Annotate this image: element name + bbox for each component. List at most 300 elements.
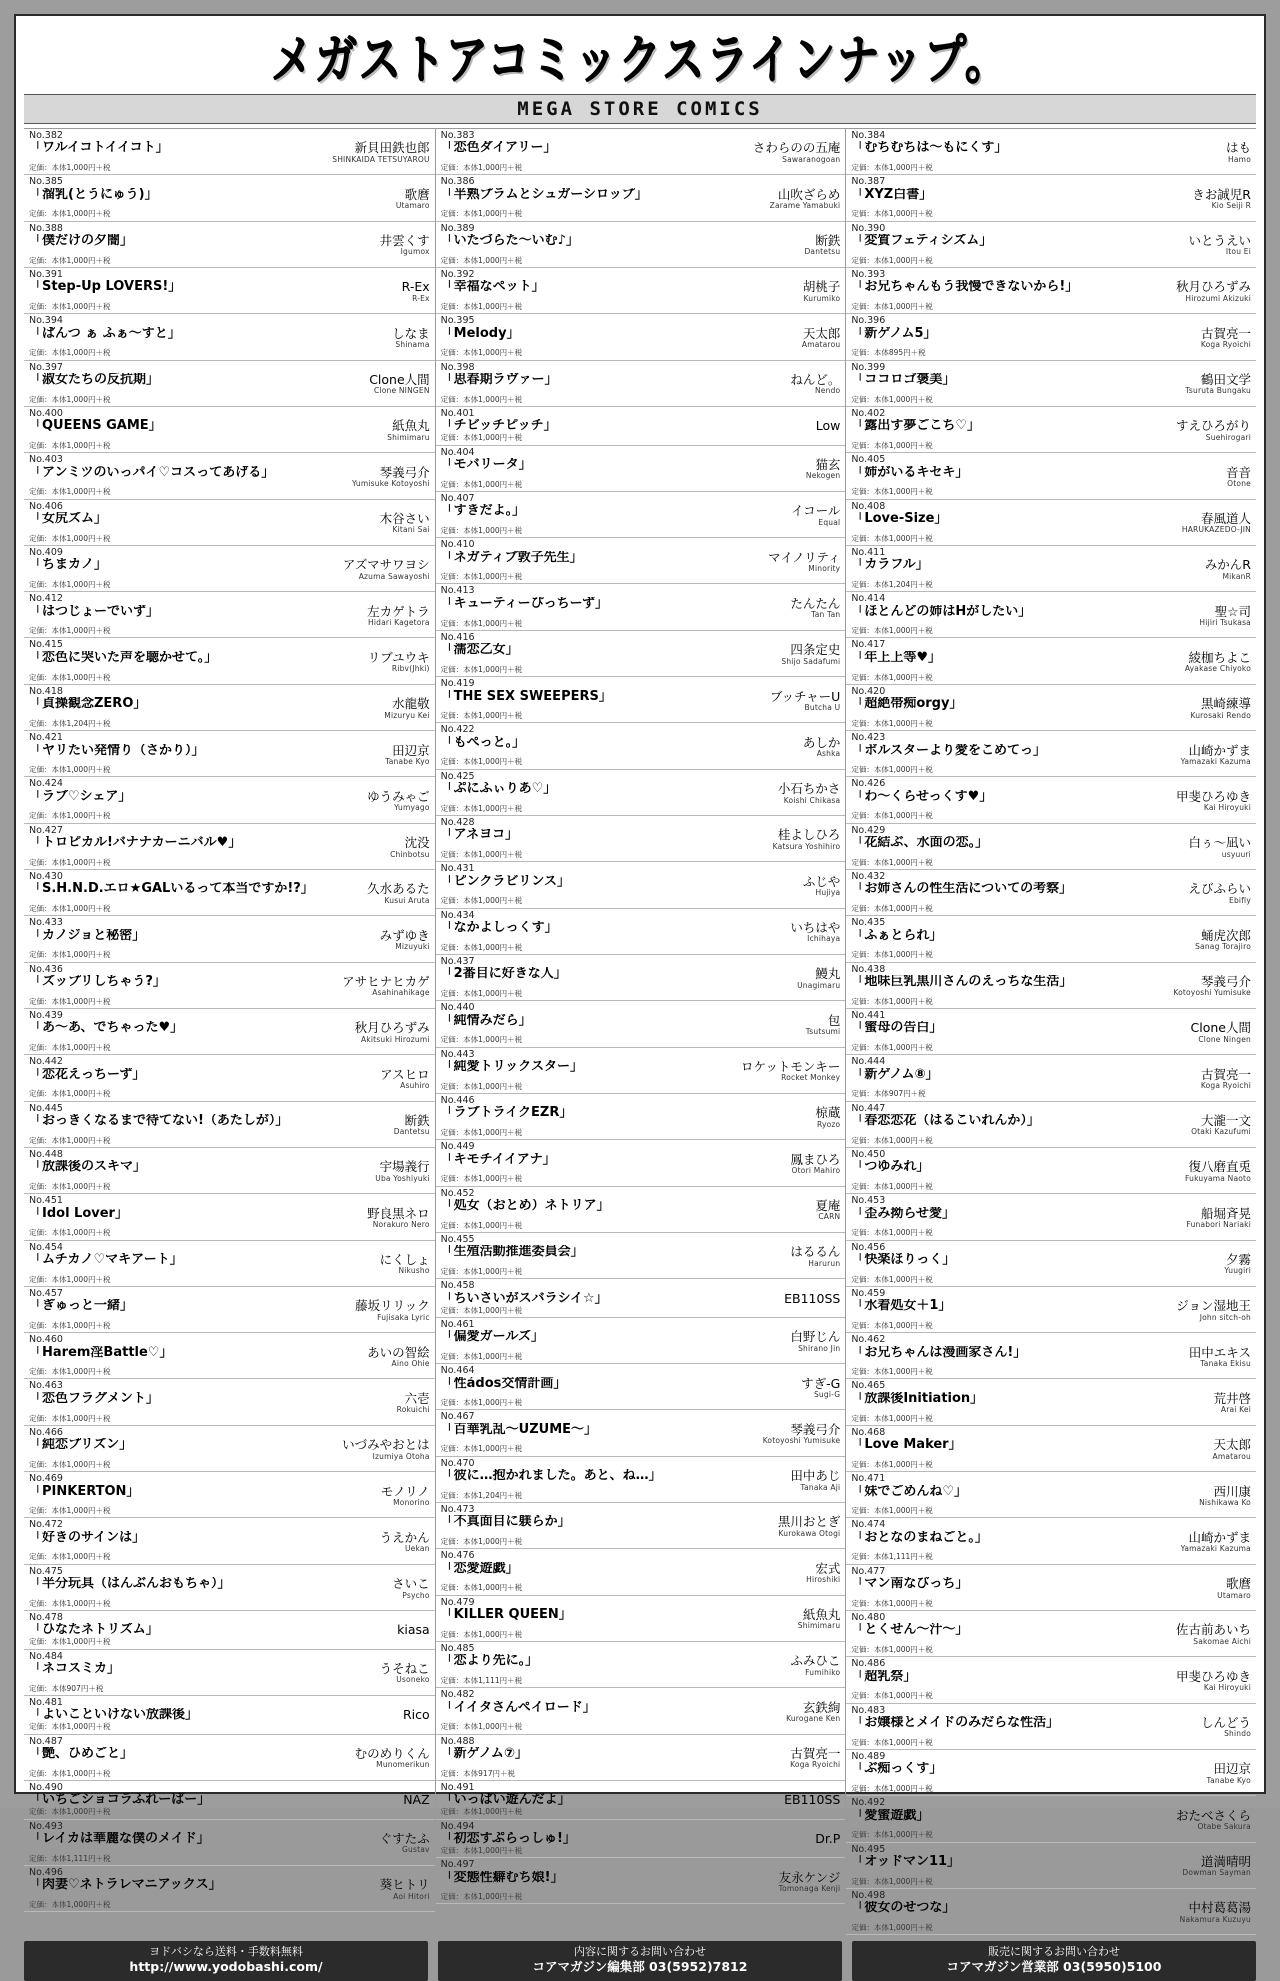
entry-title: 「アネヨコ」	[440, 828, 519, 843]
footer	[24, 1941, 1256, 1981]
comic-entry[interactable]	[846, 1611, 1256, 1657]
entry-author: Low	[815, 418, 841, 434]
comic-entry[interactable]	[846, 870, 1256, 916]
comic-entry[interactable]	[846, 1102, 1256, 1148]
entry-author: リブユウキ	[367, 649, 430, 665]
entry-number: No.467	[440, 1411, 475, 1423]
entry-author-romaji: Fujisaka Lyric	[377, 1312, 430, 1322]
comic-entry[interactable]	[846, 685, 1256, 731]
comic-entry[interactable]	[846, 1472, 1256, 1518]
entry-author-block	[367, 1346, 430, 1369]
entry-number: No.487	[29, 1735, 63, 1747]
subtitle-bar	[24, 94, 1256, 124]
entry-number: No.409	[29, 546, 63, 558]
comic-entry[interactable]	[24, 963, 435, 1009]
comic-entry[interactable]	[846, 222, 1256, 268]
entry-number: No.490	[29, 1781, 63, 1793]
comic-entry[interactable]	[24, 361, 435, 407]
comic-entry[interactable]	[846, 1241, 1256, 1287]
comic-entry[interactable]	[846, 268, 1256, 314]
comic-entry[interactable]	[846, 1287, 1256, 1333]
entry-main	[851, 1901, 1251, 1924]
entry-author-romaji: Otaki Kazufumi	[1191, 1127, 1251, 1137]
comic-entry[interactable]	[24, 1148, 435, 1194]
entry-title: 「むちむちは〜もにくす」	[851, 141, 1008, 156]
entry-price: 定価：本体1,111円＋税	[851, 1552, 933, 1562]
entry-title: 「ぎゅっと一緒」	[29, 1299, 134, 1314]
entry-main	[441, 234, 841, 257]
comic-entry[interactable]	[846, 175, 1256, 221]
entry-price: 定価：本体1,000円＋税	[851, 1691, 933, 1701]
entry-author-block	[394, 1114, 430, 1137]
entry-author-romaji: Mizuyuki	[395, 942, 430, 952]
entry-number: No.435	[851, 917, 886, 929]
entry-price: 定価：本体1,000円＋税	[440, 1081, 523, 1091]
comic-entry[interactable]	[846, 361, 1256, 407]
entry-number: No.486	[851, 1658, 886, 1670]
entry-author-romaji: Nendo	[815, 386, 841, 396]
entry-author: kiasa	[397, 1622, 430, 1638]
comic-entry[interactable]	[436, 1858, 846, 1904]
entry-number: No.463	[29, 1380, 63, 1392]
entry-author: きお誠児R	[1192, 186, 1251, 202]
entry-title: 「溜乳(とうにゅう)」	[29, 187, 158, 202]
entry-author-block	[1173, 975, 1251, 998]
entry-author-block	[770, 690, 840, 713]
comic-entry[interactable]	[24, 1287, 435, 1333]
entry-author-block	[403, 1708, 430, 1722]
comic-entry[interactable]	[24, 268, 435, 314]
entry-author-block	[1185, 1160, 1251, 1183]
entry-number: No.462	[851, 1334, 886, 1346]
comic-entry[interactable]	[436, 268, 846, 314]
entry-author-romaji: Dantetsu	[393, 1127, 430, 1137]
entry-author-romaji: Nakamura Kuzuyu	[1179, 1914, 1251, 1924]
entry-author-romaji: Unagimaru	[797, 980, 841, 990]
comic-entry[interactable]	[846, 1518, 1256, 1564]
comic-entry[interactable]	[436, 175, 846, 221]
comic-entry[interactable]	[846, 1055, 1256, 1101]
comic-entry[interactable]	[846, 1565, 1256, 1611]
entry-author-block	[1205, 558, 1251, 581]
entry-number: No.405	[851, 454, 886, 466]
comic-entry[interactable]	[436, 129, 846, 175]
comics-grid	[24, 128, 1256, 1935]
comic-entry[interactable]	[24, 592, 435, 638]
comic-entry[interactable]	[436, 538, 846, 584]
comic-entry[interactable]	[24, 1472, 435, 1518]
comic-entry[interactable]	[846, 1009, 1256, 1055]
comic-entry[interactable]	[24, 1696, 435, 1735]
comic-entry[interactable]	[436, 1140, 846, 1186]
comic-entry[interactable]	[846, 1750, 1256, 1796]
footer-box-sales[interactable]	[852, 1941, 1256, 1981]
entry-title: 「あ〜あ、でちゃった♥」	[29, 1021, 184, 1036]
entry-number: No.452	[440, 1187, 475, 1199]
entry-number: No.445	[29, 1102, 63, 1114]
entry-author-block	[1224, 1253, 1251, 1276]
comic-entry[interactable]	[436, 1187, 846, 1233]
comic-entry[interactable]	[436, 1233, 846, 1279]
entry-author-block	[355, 1021, 430, 1044]
entry-price: 定価：本体1,000円＋税	[440, 1537, 523, 1547]
comic-entry[interactable]	[436, 222, 846, 268]
entry-author: 紙魚丸	[802, 1607, 841, 1623]
comic-entry[interactable]	[436, 1410, 846, 1456]
entry-number: No.429	[851, 824, 886, 836]
comic-entry[interactable]	[846, 1657, 1256, 1703]
entry-number: No.436	[29, 963, 63, 975]
comic-entry[interactable]	[846, 1148, 1256, 1194]
comic-entry[interactable]	[24, 1866, 435, 1912]
entry-author-block	[342, 975, 430, 998]
comic-entry[interactable]	[24, 1241, 435, 1287]
comic-entry[interactable]	[846, 777, 1256, 823]
entry-number: No.430	[29, 871, 63, 882]
comic-entry[interactable]	[436, 723, 846, 769]
comic-entry[interactable]	[436, 1820, 846, 1859]
comic-entry[interactable]	[436, 1735, 846, 1781]
entry-title: 「PINKERTON」	[29, 1484, 140, 1499]
entry-author: 玄鉄絢	[802, 1699, 841, 1715]
comic-entry[interactable]	[24, 1650, 435, 1696]
comic-entry[interactable]	[846, 824, 1256, 870]
entry-number: No.396	[851, 315, 886, 327]
entry-number: No.460	[29, 1334, 63, 1346]
entry-main	[29, 1253, 430, 1276]
comic-entry[interactable]	[24, 1426, 435, 1472]
entry-author-block	[380, 1253, 430, 1276]
comic-entry[interactable]	[24, 1565, 435, 1611]
comic-entry[interactable]	[24, 222, 435, 268]
entry-author: 山崎かずま	[1188, 742, 1251, 758]
entry-author-romaji: Monorino	[393, 1497, 430, 1507]
entry-price: 定価：本体1,000円＋税	[851, 487, 933, 497]
footer-line2: コアマガジン編集部 03(5952)7812	[532, 1959, 748, 1975]
entry-price: 定価：本体1,000円＋税	[440, 942, 523, 952]
entry-author-block	[1181, 744, 1251, 767]
comic-entry[interactable]	[436, 1364, 846, 1410]
entry-price: 定価：本体1,000円＋税	[440, 209, 523, 219]
entry-author-romaji: Amatarou	[1212, 1451, 1251, 1461]
comic-entry[interactable]	[846, 1796, 1256, 1842]
entry-main	[29, 1747, 430, 1770]
entry-title: 「愛蜜遊戯」	[851, 1808, 930, 1823]
comic-entry[interactable]	[846, 1426, 1256, 1472]
comic-entry[interactable]	[24, 314, 435, 360]
comic-entry[interactable]	[24, 638, 435, 684]
entry-title: 「2番目に好きな人」	[440, 967, 567, 982]
entry-author-block	[741, 1060, 840, 1083]
comic-entry[interactable]	[24, 1379, 435, 1425]
entry-author-block	[380, 1832, 430, 1855]
comic-entry[interactable]	[846, 1194, 1256, 1240]
entry-title: 「ムチカノ♡マキアート」	[29, 1252, 183, 1267]
comic-entry[interactable]	[436, 1596, 846, 1642]
comic-entry[interactable]	[436, 631, 846, 677]
entry-author-block	[806, 1014, 841, 1037]
entry-author-romaji: Tanabe Kyo	[385, 756, 430, 766]
comic-entry[interactable]	[846, 963, 1256, 1009]
entry-title: 「濡恋乙女」	[440, 643, 519, 658]
entry-author-block	[396, 188, 430, 211]
entry-main	[851, 1438, 1251, 1461]
comic-entry[interactable]	[436, 1781, 846, 1820]
comic-entry[interactable]	[24, 870, 435, 916]
entry-author-romaji: Ashka	[816, 749, 841, 759]
comic-entry[interactable]	[436, 1642, 846, 1688]
comic-entry[interactable]	[436, 584, 846, 630]
footer-box-editorial[interactable]	[438, 1941, 842, 1981]
entry-author: 鶴田文学	[1200, 372, 1251, 387]
comic-entry[interactable]	[24, 916, 435, 962]
entry-price: 定価：本体1,000円＋税	[440, 1807, 523, 1817]
comic-entry[interactable]	[24, 407, 435, 453]
entry-title: 「Love-Size」	[851, 511, 948, 526]
entry-title: 「快楽ほりっく」	[851, 1252, 956, 1267]
entry-author-block	[380, 1878, 430, 1901]
comic-entry[interactable]	[24, 685, 435, 731]
comic-entry[interactable]	[24, 1194, 435, 1240]
comic-entry[interactable]	[436, 1688, 846, 1734]
entry-title: 「ふぁとられ」	[851, 928, 943, 943]
entry-title: 「ネコスミカ」	[29, 1662, 121, 1677]
comic-entry[interactable]	[846, 453, 1256, 499]
comic-entry[interactable]	[436, 862, 846, 908]
entry-author-block	[385, 744, 429, 767]
comic-entry[interactable]	[24, 500, 435, 546]
comic-entry[interactable]	[436, 446, 846, 492]
entry-price: 定価：本体1,000円＋税	[440, 302, 523, 311]
entry-title: 「なかよしっくす」	[440, 921, 558, 936]
entry-main	[851, 234, 1251, 257]
entry-main	[441, 551, 841, 574]
entry-price: 定価：本体1,000円＋税	[851, 1876, 933, 1886]
entry-author: すえひろがり	[1175, 418, 1251, 434]
entry-number: No.477	[851, 1565, 886, 1577]
comic-entry[interactable]	[24, 546, 435, 592]
comic-entry[interactable]	[436, 1457, 846, 1503]
comic-entry[interactable]	[436, 1001, 846, 1047]
comic-entry[interactable]	[436, 492, 846, 538]
entry-main	[851, 466, 1251, 489]
entry-author-romaji: Kurokawa Otogi	[778, 1528, 841, 1538]
comic-entry[interactable]	[24, 1333, 435, 1379]
entry-author: 断鉄	[404, 1113, 430, 1128]
comic-entry[interactable]	[846, 314, 1256, 360]
comic-entry[interactable]	[436, 1048, 846, 1094]
entry-author-block	[1182, 1855, 1251, 1878]
entry-author-romaji: Funabori Nariaki	[1186, 1220, 1251, 1229]
comic-entry[interactable]	[24, 1102, 435, 1148]
comic-entry[interactable]	[24, 1055, 435, 1101]
comic-entry[interactable]	[24, 1735, 435, 1781]
entry-author-romaji: Utamaro	[395, 201, 430, 211]
entry-author: 船堀斉晃	[1200, 1205, 1251, 1221]
entry-main	[851, 975, 1251, 998]
comic-entry[interactable]	[436, 770, 846, 816]
comic-entry[interactable]	[436, 407, 846, 446]
entry-number: No.406	[29, 500, 63, 512]
entry-author-block	[384, 697, 429, 720]
entry-author-romaji: Aino Ohie	[391, 1358, 430, 1368]
comic-entry[interactable]	[436, 1503, 846, 1549]
entry-author: 綾枷ちよこ	[1188, 649, 1251, 665]
comic-entry[interactable]	[24, 1611, 435, 1650]
entry-price: 定価：本体1,000円＋税	[440, 433, 523, 443]
entry-author-block	[1207, 1762, 1251, 1785]
entry-author-block	[1180, 1901, 1251, 1924]
entry-title: 「Idol Lover」	[29, 1206, 128, 1221]
comic-entry[interactable]	[24, 824, 435, 870]
comic-entry[interactable]	[846, 1843, 1256, 1889]
entry-title: 「トロピカル!バナナカーニバル♥」	[29, 836, 242, 851]
entry-author-block	[343, 558, 430, 581]
entry-author: いちはや	[790, 920, 841, 936]
entry-author-block	[1189, 1346, 1251, 1369]
comic-entry[interactable]	[24, 1009, 435, 1055]
entry-main	[29, 327, 430, 350]
footer-box-yodobashi[interactable]	[24, 1941, 428, 1981]
entry-author: 蛹虎次郎	[1200, 927, 1251, 943]
entry-author-block	[815, 1106, 840, 1129]
entry-price: 定価：本体1,111円＋税	[29, 1853, 111, 1863]
comic-entry[interactable]	[846, 1704, 1256, 1750]
entry-author: ぐすたふ	[379, 1830, 430, 1846]
entry-price: 定価：本体1,000円＋税	[851, 1274, 933, 1284]
comic-entry[interactable]	[436, 816, 846, 862]
entry-title: 「肉妻♡ネトラレマニアックス」	[29, 1878, 222, 1893]
entry-author-block	[770, 188, 841, 211]
entry-price: 定価：本体1,000円＋税	[851, 209, 933, 219]
entry-author-romaji: Sakomae Aichi	[1193, 1636, 1251, 1646]
entry-price: 定価：本体917円＋税	[440, 1768, 515, 1778]
comic-entry[interactable]	[846, 407, 1256, 453]
entry-number: No.479	[440, 1596, 475, 1608]
comic-entry[interactable]	[436, 1279, 846, 1318]
entry-author-romaji: Fumihiko	[805, 1667, 841, 1677]
entry-author: 久水あるた	[367, 881, 430, 897]
comic-entry[interactable]	[436, 314, 846, 360]
entry-price: 定価：本体1,000円＋税	[851, 1506, 933, 1516]
entry-title: 「もぺっと。」	[440, 735, 526, 750]
entry-author-romaji: Suehirogari	[1205, 432, 1251, 442]
comic-entry[interactable]	[436, 1094, 846, 1140]
entry-author-romaji: Hamo	[1228, 154, 1251, 164]
comic-entry[interactable]	[846, 916, 1256, 962]
entry-main	[441, 736, 841, 759]
entry-main	[851, 1855, 1251, 1878]
entry-number: No.389	[440, 222, 475, 234]
entry-main	[851, 373, 1251, 396]
entry-author: 天太郎	[802, 325, 841, 341]
entry-main	[851, 1253, 1251, 1276]
entry-author-block	[773, 828, 841, 851]
entry-author: いづみやおとは	[342, 1437, 430, 1453]
comic-entry[interactable]	[24, 1781, 435, 1820]
entry-number: No.447	[851, 1102, 886, 1114]
entry-author-romaji: Aoi Hitori	[393, 1891, 430, 1901]
comic-entry[interactable]	[436, 1549, 846, 1595]
entry-author: 椋蔵	[815, 1105, 841, 1121]
entry-main	[441, 597, 841, 620]
entry-author: 野良黒ネロ	[367, 1205, 430, 1221]
comic-entry[interactable]	[846, 592, 1256, 638]
entry-price: 定価：本体1,000円＋税	[29, 1899, 111, 1909]
comic-entry[interactable]	[846, 731, 1256, 777]
entry-title: 「キモチイイアナ」	[440, 1152, 556, 1167]
entry-number: No.483	[851, 1704, 886, 1716]
entry-number: No.416	[440, 631, 475, 643]
comic-entry[interactable]	[24, 731, 435, 777]
comic-entry[interactable]	[436, 909, 846, 955]
entry-number: No.480	[851, 1612, 886, 1623]
entry-author: 新貝田鉄也郎	[354, 140, 430, 156]
entry-main	[29, 141, 430, 164]
entry-title: 「オッドマン11」	[851, 1855, 961, 1869]
comic-entry[interactable]	[846, 500, 1256, 546]
comic-entry[interactable]	[846, 1379, 1256, 1425]
comic-entry[interactable]	[846, 1333, 1256, 1379]
comic-entry[interactable]	[846, 1889, 1256, 1935]
comic-entry[interactable]	[436, 677, 846, 723]
entry-author-romaji: Kotoyoshi Yumisuke	[762, 1436, 841, 1446]
comic-entry[interactable]	[24, 777, 435, 823]
comic-entry[interactable]	[24, 1518, 435, 1564]
entry-author-romaji: Harurun	[808, 1258, 841, 1268]
comic-entry[interactable]	[846, 638, 1256, 684]
entry-author-romaji: Amatarou	[801, 340, 841, 350]
entry-main	[441, 1515, 841, 1538]
comic-entry[interactable]	[436, 955, 846, 1001]
entry-number: No.402	[851, 407, 886, 419]
comic-entry[interactable]	[436, 361, 846, 407]
entry-author-block	[790, 597, 840, 620]
comic-entry[interactable]	[24, 175, 435, 221]
entry-price: 定価：本体1,000円＋税	[29, 163, 111, 173]
entry-author-block	[375, 1160, 429, 1183]
entry-author-block	[763, 1423, 841, 1446]
entry-title: 「いちごショコラふれーばー」	[29, 1793, 211, 1808]
comic-entry[interactable]	[24, 1820, 435, 1866]
comic-entry[interactable]	[846, 546, 1256, 592]
entry-author-romaji: Katsura Yoshihiro	[772, 841, 841, 851]
entry-price: 定価：本体1,000円＋税	[440, 1398, 523, 1408]
entry-author-romaji: Yamazaki Kazuma	[1180, 756, 1251, 766]
entry-author: 友永ケンジ	[778, 1869, 841, 1885]
entry-main	[29, 1160, 430, 1183]
entry-author-romaji: Psycho	[402, 1590, 430, 1600]
comic-entry[interactable]	[846, 129, 1256, 175]
entry-title: 「恋愛遊戯」	[440, 1561, 519, 1576]
entry-author-romaji: Tsuruta Bungaku	[1185, 386, 1251, 396]
entry-main	[29, 280, 430, 303]
entry-author-romaji: MikanR	[1222, 571, 1251, 581]
entry-number: No.417	[851, 639, 886, 651]
entry-author: 猫玄	[815, 456, 841, 472]
entry-number: No.481	[29, 1696, 63, 1708]
entry-author-block	[1176, 1670, 1251, 1693]
entry-main	[441, 1330, 841, 1353]
entry-title: 「生殖活動推進委員会」	[440, 1245, 584, 1260]
comic-entry[interactable]	[24, 129, 435, 175]
entry-title: 「イイタさんペイロード」	[440, 1700, 596, 1715]
comic-entry[interactable]	[24, 453, 435, 499]
entry-title: 「妹でごめんね♡」	[851, 1484, 967, 1499]
entry-author-block	[1192, 188, 1251, 211]
comic-entry[interactable]	[436, 1318, 846, 1364]
entry-author-block	[368, 651, 430, 674]
